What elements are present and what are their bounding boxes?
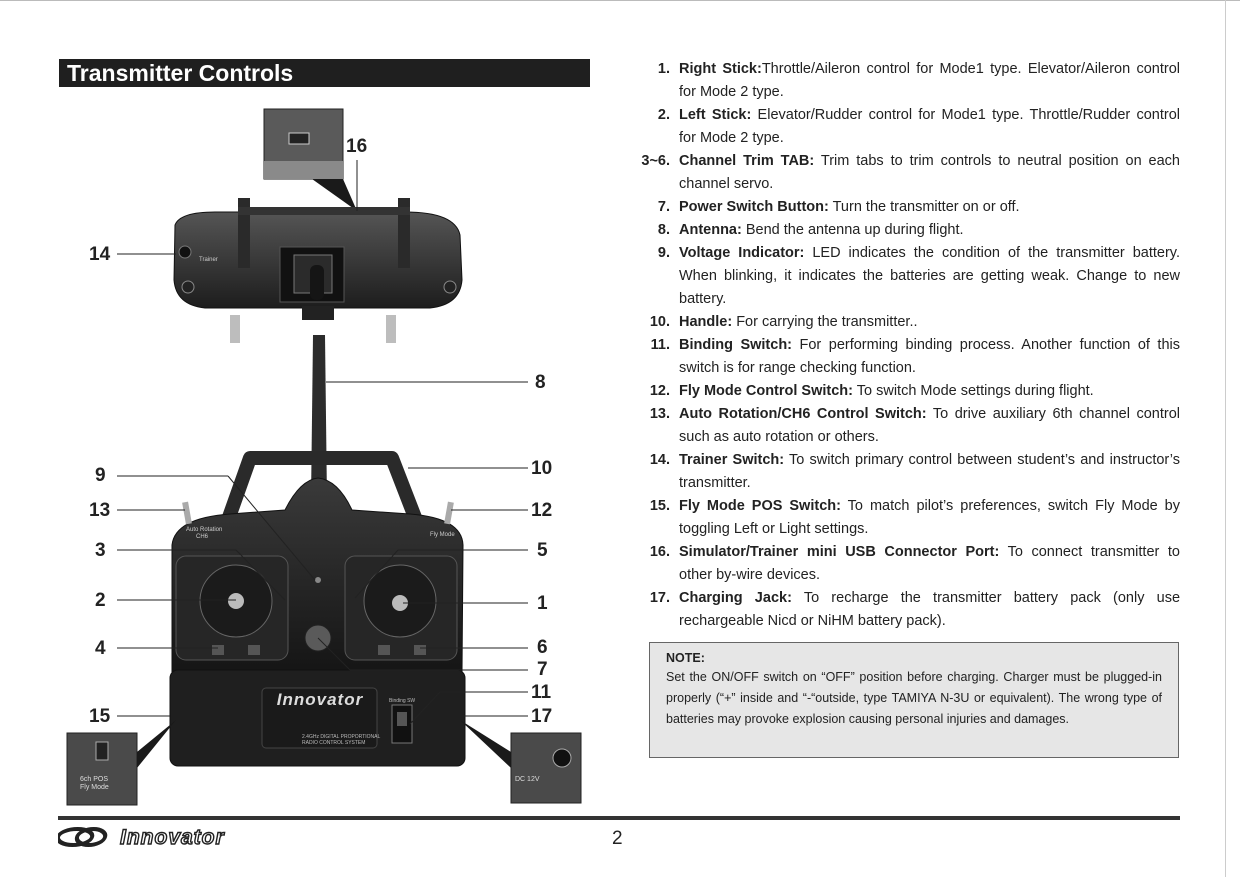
item-number: 7.	[657, 199, 670, 215]
item-text: To match pilot’s preferences, switch Fly Mode by toggling Left or Light settings.	[679, 498, 1180, 537]
item-number: 17.	[649, 590, 670, 606]
item-term: Binding Switch:	[679, 337, 793, 353]
item-term: Antenna:	[679, 222, 742, 238]
innovator-logo-mark	[58, 826, 288, 848]
list-item	[620, 58, 1180, 104]
callout-3: 3	[95, 540, 106, 561]
callout-12: 12	[531, 500, 553, 521]
list-item	[620, 242, 1180, 311]
item-term: Charging Jack:	[679, 590, 792, 606]
item-number: 3~6.	[641, 153, 670, 169]
item-number: 12.	[649, 383, 670, 399]
list-item	[620, 219, 1180, 242]
device-brand: Innovator	[276, 690, 364, 709]
ch6-text: CH6	[196, 534, 209, 540]
callout-10: 10	[531, 458, 553, 479]
trainer-label: Trainer	[199, 257, 218, 263]
callout-11: 11	[531, 682, 552, 703]
item-term: Handle:	[679, 314, 733, 330]
device-subtitle	[302, 734, 380, 746]
item-number: 9.	[657, 245, 670, 261]
transmitter-top-view	[174, 198, 462, 343]
item-term: Simulator/Trainer mini USB Connector Port:	[679, 544, 1000, 560]
note-title: NOTE:	[666, 651, 705, 665]
item-term: Channel Trim TAB:	[679, 153, 815, 169]
item-number: 1.	[657, 61, 670, 77]
footer-logo	[58, 826, 288, 853]
item-term: Power Switch Button:	[679, 199, 829, 215]
pos-inset-text-1: 6ch POS	[80, 776, 109, 783]
item-text: Bend the antenna up during flight.	[741, 222, 964, 238]
item-text: To recharge the transmitter battery pack (only use rechargeable Nicd or NiHM battery pack).	[679, 590, 1181, 629]
item-term: Right Stick:	[679, 61, 762, 77]
list-item	[620, 449, 1180, 495]
item-number: 14.	[649, 452, 670, 468]
device-subtitle-1: 2.4GHz DIGITAL PROPORTIONAL	[302, 734, 381, 740]
list-item	[620, 104, 1180, 150]
callout-14: 14	[89, 244, 111, 265]
callout-8: 8	[535, 372, 546, 393]
item-text: To switch Mode settings during flight.	[853, 383, 1094, 399]
callout-1: 1	[537, 593, 548, 614]
callout-16: 16	[346, 136, 368, 157]
callout-2: 2	[95, 590, 106, 611]
item-number: 10.	[649, 314, 670, 330]
item-text: For performing binding process. Another function of this switch is for range checking function.	[679, 337, 1181, 376]
callout-15: 15	[89, 706, 111, 727]
callout-9: 9	[95, 465, 106, 486]
callout-6: 6	[537, 637, 548, 658]
callout-13: 13	[89, 500, 111, 521]
pos-switch-inset	[67, 720, 176, 805]
transmitter-illustration	[0, 0, 600, 820]
list-item	[620, 334, 1180, 380]
item-text: Throttle/Aileron control for Mode1 type. Elevator/Aileron control for Mode 2 type.	[679, 61, 1180, 100]
list-item	[620, 311, 1180, 334]
item-text: To drive auxiliary 6th channel control such as auto rotation or others.	[679, 406, 1181, 445]
item-term: Auto Rotation/CH6 Control Switch:	[679, 406, 927, 422]
page-right-rule	[1225, 0, 1226, 877]
item-text: LED indicates the condition of the transmitter battery. When blinking, it indicates the batteries are getting weak. Change to new battery.	[679, 245, 1180, 307]
item-term: Fly Mode POS Switch:	[679, 498, 841, 514]
binding-sw-label: Binding SW	[389, 698, 416, 704]
dc-inset-label: DC 12V	[515, 776, 540, 783]
section-title: Transmitter Controls	[59, 59, 590, 87]
item-number: 15.	[649, 498, 670, 514]
device-subtitle-2: RADIO CONTROL SYSTEM	[302, 740, 366, 746]
fly-mode-label: Fly Mode	[430, 532, 455, 538]
item-text: To switch primary control between student’s and instructor’s transmitter.	[679, 452, 1180, 491]
callout-17: 17	[531, 706, 553, 727]
callout-4: 4	[95, 638, 106, 659]
list-item	[620, 196, 1180, 219]
item-number: 8.	[657, 222, 670, 238]
item-number: 11.	[650, 337, 670, 353]
item-term: Left Stick:	[679, 107, 752, 123]
item-text: Turn the transmitter on or off.	[828, 199, 1020, 215]
auto-rotation-label	[186, 527, 222, 541]
antenna	[311, 335, 327, 500]
callout-7: 7	[537, 659, 548, 680]
list-item	[620, 403, 1180, 449]
list-item	[620, 541, 1180, 587]
charging-jack-inset	[460, 720, 581, 803]
item-number: 16.	[649, 544, 670, 560]
item-term: Voltage Indicator:	[679, 245, 805, 261]
item-text: Trim tabs to trim controls to neutral position on each channel servo.	[679, 153, 1180, 192]
pos-inset-text-2: Fly Mode	[80, 784, 109, 791]
item-number: 2.	[657, 107, 670, 123]
note-body: Set the ON/OFF switch on “OFF” position before charging. Charger must be plugged-in properly (“+” inside and “-“outside, type TAMIYA N-3U or equivalent). The wrong type of batteries may provoke explosion causing personal injuries and damages.	[666, 670, 1162, 726]
item-text: To connect transmitter to other by-wire devices.	[679, 544, 1180, 583]
item-text: For carrying the transmitter..	[732, 314, 918, 330]
item-text: Elevator/Rudder control for Mode1 type. Throttle/Rudder control for Mode 2 type.	[679, 107, 1180, 146]
item-number: 13.	[649, 406, 670, 422]
list-item	[620, 495, 1180, 541]
list-item	[620, 587, 1180, 633]
controls-list	[620, 58, 1180, 633]
page-number: 2	[612, 828, 623, 849]
footer-rule	[58, 816, 1180, 820]
transmitter-front-view	[170, 478, 465, 766]
pos-inset-label	[80, 776, 109, 792]
list-item	[620, 380, 1180, 403]
list-item	[620, 150, 1180, 196]
footer-logo-text: Innovator	[120, 826, 225, 848]
item-term: Trainer Switch:	[679, 452, 785, 468]
auto-rotation-text: Auto Rotation	[186, 527, 223, 533]
callout-5: 5	[537, 540, 548, 561]
item-term: Fly Mode Control Switch:	[679, 383, 853, 399]
usb-port-inset	[264, 109, 357, 211]
note-box	[649, 642, 1179, 758]
